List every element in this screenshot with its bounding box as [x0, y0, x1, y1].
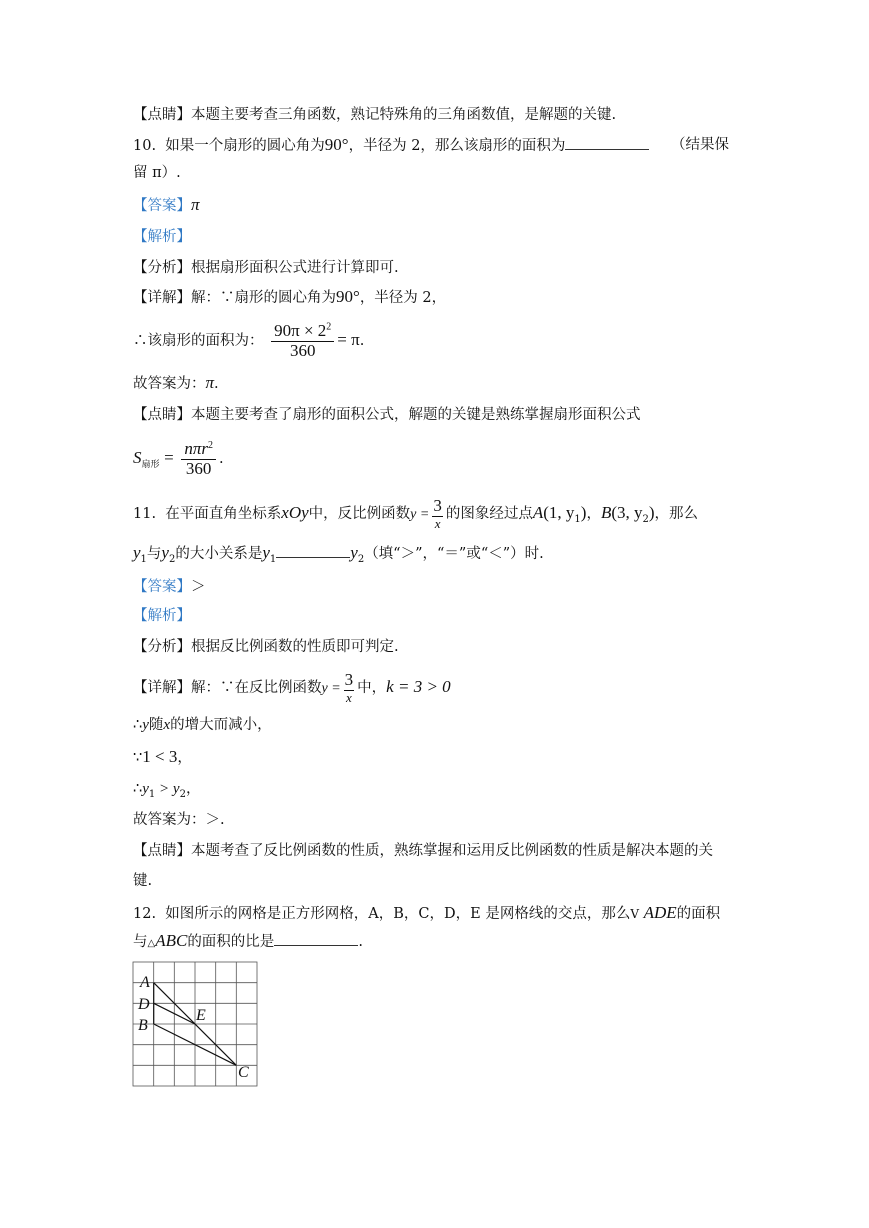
q12-stem-line1: [133, 903, 720, 924]
q10-answer-blank: [565, 135, 649, 150]
q11-and: 与: [146, 546, 162, 562]
q11-point-b-coords: (3, y: [611, 503, 643, 522]
q11-y1-sub: 1: [140, 553, 147, 565]
q10-xiangjie-line: [133, 287, 446, 308]
q11-step2-ineq: 1 < 3: [142, 747, 178, 766]
q12-grid-figure: [128, 957, 262, 1091]
q11-func-fraction: [432, 497, 443, 531]
q10-dianjing-text: 本题主要考查了扇形的面积公式，解题的关键是熟练掌握扇形面积公式: [191, 407, 641, 423]
q11-point-a: A: [532, 503, 544, 522]
q11-y2: y: [161, 543, 169, 562]
q11-dianjing-text-1: 本题考查了反比例函数的性质，熟练掌握和运用反比例函数的性质是解决本题的关: [191, 843, 713, 859]
q12-number: 12.: [133, 906, 157, 922]
q12-triangle-abc: ABC: [155, 931, 188, 950]
formula-denominator: 360: [185, 458, 212, 478]
q11-therefore-3: ∴: [133, 781, 143, 797]
q11-step3-sub2: 2: [179, 788, 186, 800]
q11-number: 11.: [133, 506, 157, 522]
q10-dianjing-line: [133, 405, 641, 425]
q11-point-a-close: ): [580, 503, 587, 522]
q10-calc-result: = π: [337, 330, 360, 349]
q11-step-2: [133, 747, 192, 768]
q10-angle: 90°: [324, 135, 349, 154]
q11-answer-blank: [276, 543, 350, 558]
formula-dot: .: [218, 451, 224, 467]
previous-tip-line: [133, 105, 616, 125]
q12-answer-blank: [274, 931, 358, 946]
q12-triangle-symbol-1: V: [630, 907, 639, 921]
q10-text-3: （结果保: [671, 137, 729, 153]
q11-text-1: 在平面直角坐标系: [165, 506, 282, 522]
label-b: B: [138, 1017, 148, 1034]
q10-dianjing-tag: 【点睛】: [133, 407, 191, 423]
q11-therefore-1: ∴: [133, 717, 143, 733]
q10-xiangjie-tag: 【详解】: [133, 290, 191, 306]
label-c: C: [238, 1064, 249, 1081]
q10-calc-dot: .: [359, 333, 365, 349]
q11-blank-y1: y: [262, 543, 270, 562]
q10-final-prefix: 故答案为：: [133, 376, 206, 392]
q10-fraction-exponent: 2: [326, 321, 332, 333]
q10-answer-value: π: [191, 195, 200, 214]
q11-fenxi-line: [133, 637, 399, 657]
q11-answer-tag: 【答案】: [133, 579, 191, 595]
q10-text-4: 留 π）.: [133, 165, 181, 181]
tip-text: 本题主要考查三角函数，熟记特殊角的三角函数值，是解题的关键.: [191, 107, 617, 123]
q11-step2-end: ，: [177, 750, 192, 766]
q12-triangle-ade: ADE: [643, 903, 677, 922]
q10-final-answer-line: [133, 373, 219, 394]
q12-triangle-symbol-2: △: [147, 938, 156, 949]
q11-y1: y: [133, 543, 141, 562]
formula-equals: =: [164, 448, 174, 467]
q11-point-a-coords: (1, y: [543, 503, 575, 522]
tip-tag: 【点睛】: [133, 107, 191, 123]
q11-step3-sub1: 1: [148, 788, 156, 800]
q11-dianjing-tag: 【点睛】: [133, 843, 191, 859]
q11-xiangjie-numerator: 3: [344, 670, 354, 689]
q10-xiangjie-text-2: ，半径为 2，: [359, 290, 447, 306]
q11-func-numerator: 3: [433, 496, 442, 515]
q11-fill-hint: （填“＞”，“＝”或“＜”）时.: [364, 546, 544, 562]
q11-final-answer: 故答案为：＞.: [133, 812, 225, 828]
q11-step3-end: ，: [185, 781, 201, 797]
q11-answer-line: [133, 577, 206, 597]
q11-xiangjie-text-2: 中，: [357, 680, 387, 696]
q10-fenxi-text: 根据扇形面积公式进行计算即可.: [191, 260, 399, 276]
q10-fraction-numerator: 90π × 2: [274, 320, 327, 340]
q10-calc-line: [133, 318, 364, 363]
q11-blank-y1-sub: 1: [269, 553, 277, 565]
q11-fenxi-tag: 【分析】: [133, 639, 191, 655]
q10-answer-tag: 【答案】: [133, 198, 191, 214]
q11-point-b-sub: 2: [642, 513, 649, 525]
q10-formula-line: [133, 436, 224, 481]
q11-k-value: k = 3 > 0: [386, 677, 451, 696]
q10-fraction-denominator: 360: [289, 340, 316, 360]
q11-xiangjie-text-1: 解：∵在反比例函数: [191, 680, 322, 696]
q10-analysis-tag: 【解析】: [133, 229, 191, 245]
q10-xiangjie-angle: 90°: [336, 287, 360, 306]
label-a: A: [140, 974, 150, 991]
q11-text-4: ，那么: [654, 506, 699, 522]
q11-stem-line1: [133, 493, 698, 535]
q10-calc-prefix: ∴该扇形的面积为：: [133, 333, 264, 349]
q11-step1-end: 的增大而减小，: [170, 717, 272, 733]
q11-stem-line2: [133, 543, 544, 564]
q11-xiangjie-line: [133, 667, 451, 709]
q11-point-b-close: ): [648, 503, 655, 522]
q10-fenxi-line: [133, 258, 399, 278]
q11-step3-gt: > y: [155, 781, 180, 797]
q12-text-5: .: [358, 934, 363, 950]
q10-xiangjie-text-1: 解：∵扇形的圆心角为: [191, 290, 336, 306]
q12-text-3: 与: [133, 934, 148, 950]
q11-blank-y2-sub: 2: [357, 553, 365, 565]
q11-step1-x: x: [163, 717, 171, 733]
q10-fenxi-tag: 【分析】: [133, 260, 191, 276]
q11-step3-y1: y: [142, 781, 149, 797]
q11-step-1: [133, 715, 272, 735]
formula-exponent: 2: [207, 439, 213, 451]
q11-text-2: 中，反比例函数: [308, 506, 411, 522]
q10-answer-line: [133, 195, 200, 216]
q10-area-fraction: [271, 322, 334, 360]
label-d: D: [138, 996, 150, 1013]
q10-final-value: π: [205, 373, 215, 392]
q11-xiangjie-tag: 【详解】: [133, 680, 191, 696]
q11-step1-y: y: [142, 717, 149, 733]
q12-text-4: 的面积的比是: [187, 934, 275, 950]
q11-func-denominator: x: [434, 515, 441, 531]
q11-fenxi-text: 根据反比例函数的性质即可判定.: [191, 639, 399, 655]
q10-stem-line2: [133, 163, 181, 183]
q11-point-a-sub: 1: [574, 513, 581, 525]
formula-fraction: [181, 440, 216, 479]
q11-func-y: y =: [410, 507, 430, 522]
formula-subscript: 扇形: [141, 459, 160, 470]
q11-step1-sui: 随: [148, 717, 164, 733]
q10-final-dot: .: [214, 376, 219, 392]
q10-stem-tail: [671, 135, 729, 155]
q11-comma: ，: [586, 506, 601, 522]
q11-point-b: B: [600, 503, 612, 522]
formula-s: S: [133, 448, 142, 467]
q12-text-1: 如图所示的网格是正方形网格，A，B，C，D，E 是网格线的交点，那么: [165, 906, 631, 922]
q11-xiangjie-fraction: [344, 671, 355, 705]
q10-text-1: 如果一个扇形的圆心角为: [165, 138, 325, 154]
q11-y2-sub: 2: [168, 553, 176, 565]
q11-step-3: [133, 779, 200, 799]
formula-numerator: nπr: [184, 438, 208, 458]
q12-text-2: 的面积: [676, 906, 721, 922]
q11-xoy: xOy: [281, 503, 309, 522]
q11-xiangjie-func-y: y =: [321, 681, 341, 696]
q11-blank-y2: y: [350, 543, 358, 562]
q11-answer-value: ＞: [191, 579, 206, 595]
q11-because: ∵: [133, 750, 143, 766]
q11-analysis-tag: 【解析】: [133, 608, 191, 624]
q11-xiangjie-denominator: x: [346, 689, 352, 705]
q10-number: 10.: [133, 138, 157, 154]
q10-stem-line1: [133, 135, 649, 156]
q11-dianjing-line2: 键.: [133, 873, 153, 889]
q11-text-3: 的图象经过点: [445, 506, 533, 522]
q12-stem-line2: [133, 931, 363, 954]
label-e: E: [196, 1007, 206, 1024]
q11-relation-text: 的大小关系是: [175, 546, 263, 562]
q11-dianjing-line: [133, 841, 713, 861]
q10-text-2: ，半径为 2，那么该扇形的面积为: [348, 138, 566, 154]
